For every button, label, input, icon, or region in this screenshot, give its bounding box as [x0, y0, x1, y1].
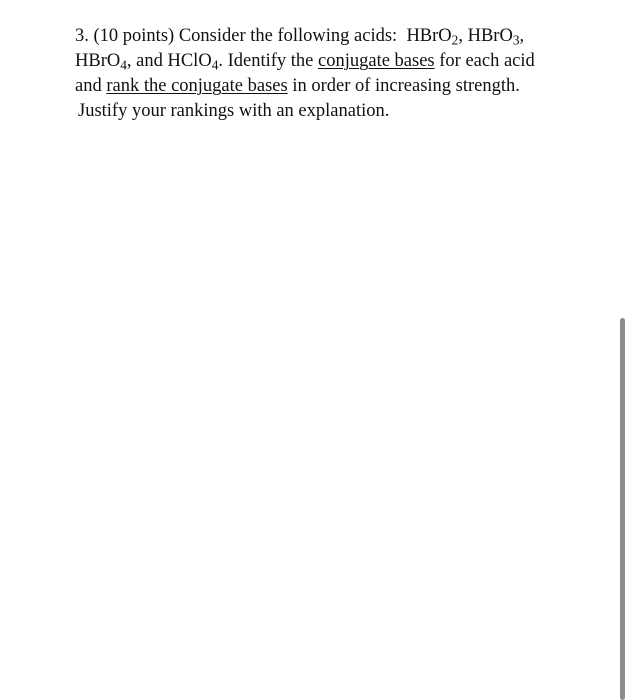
underlined-rank-conjugate-bases: rank the conjugate bases	[106, 76, 288, 96]
question-line-3	[75, 74, 555, 99]
acid-hbro4: HBrO$_4$,	[75, 51, 132, 73]
for-each-acid-text: for each acid	[439, 51, 535, 71]
underlined-conjugate-bases: conjugate bases	[318, 51, 435, 71]
scrollbar-thumb[interactable]	[620, 318, 625, 700]
increasing-strength-text: in order of increasing strength.	[292, 76, 520, 96]
and-text: and	[75, 76, 102, 96]
justify-text: Justify your rankings with an explanation.	[78, 101, 390, 121]
acid-hclo4: HClO$_4$.	[167, 51, 223, 73]
question-points: (10 points)	[93, 26, 175, 46]
question-line-4	[75, 99, 555, 124]
question-intro: Consider the following acids:	[178, 26, 398, 46]
question-line-1	[75, 24, 555, 49]
question-line-2	[75, 49, 555, 74]
question-number: 3.	[75, 26, 89, 46]
acid-hbro3: HBrO$_3$,	[467, 26, 525, 48]
acid-hbro2: HBrO$_2$,	[406, 26, 463, 48]
identify-text: Identify the	[227, 51, 314, 71]
question-3	[75, 24, 555, 124]
connector-and: and	[136, 51, 163, 71]
